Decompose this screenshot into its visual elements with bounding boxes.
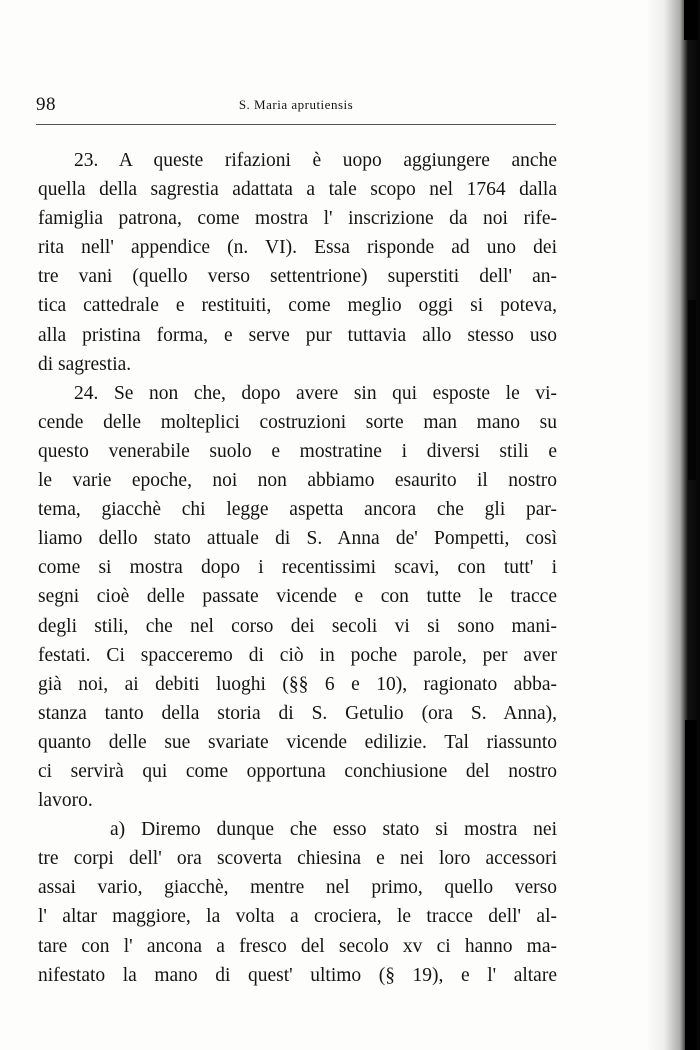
- paragraph-24-line: lavoro.: [38, 790, 93, 812]
- header-rule: [36, 124, 556, 125]
- paragraph-24-line: come si mostra dopo i recentissimi scavi, con tutt' i: [38, 557, 557, 579]
- scan-binding-edge: [646, 0, 700, 1050]
- paragraph-24-line: liamo dello stato attuale di S. Anna de' Pompetti, così: [38, 528, 557, 550]
- page-header: [36, 94, 556, 118]
- paragraph-24-line: le varie epoche, noi non abbiamo esaurito il nostro: [38, 470, 557, 492]
- paragraph-a-line: nifestato la mano di quest' ultimo (§ 19), e l' altare: [38, 964, 557, 986]
- paragraph-24-line: quanto delle sue svariate vicende edilizie. Tal riassunto: [38, 731, 557, 753]
- paragraph-24-line: cende delle molteplici costruzioni sorte man mano su: [38, 411, 557, 433]
- paragraph-a-line: a) Diremo dunque che esso stato si mostra nei: [110, 819, 557, 841]
- paragraph-24-line: ci servirà qui come opportuna conchiusione del nostro: [38, 760, 557, 782]
- scan-binding-streak: [684, 0, 698, 40]
- paragraph-23-line: rita nell' appendice (n. VI). Essa risponde ad uno dei: [38, 237, 557, 259]
- paragraph-23-line: di sagrestia.: [38, 353, 132, 375]
- paragraph-a-line: tre corpi dell' ora scoverta chiesina e nei loro accessori: [38, 848, 557, 870]
- paragraph-a-line: l' altar maggiore, la volta a crociera, le tracce dell' al-: [38, 906, 557, 928]
- paragraph-23-line: 23. A queste rifazioni è uopo aggiungere anche: [74, 150, 557, 171]
- paragraph-a-line: tare con l' ancona a fresco del secolo xv ci hanno ma-: [38, 935, 557, 957]
- paragraph-24-line: degli stili, che nel corso dei secoli vi si sono mani-: [38, 615, 557, 637]
- paragraph-23-line: alla pristina forma, e serve pur tuttavia allo stesso uso: [38, 324, 557, 346]
- paragraph-24-line: 24. Se non che, dopo avere sin qui esposte le vi-: [74, 382, 557, 404]
- body-text: [38, 146, 557, 990]
- paragraph-24-line: stanza tanto della storia di S. Getulio (ora S. Anna),: [38, 702, 557, 724]
- running-title: S. Maria aprutiensis: [238, 97, 354, 112]
- paragraph-24-line: segni cioè delle passate vicende e con tutte le tracce: [38, 586, 557, 608]
- paragraph-a-line: assai vario, giacchè, mentre nel primo, quello verso: [38, 877, 557, 899]
- paragraph-24-line: già noi, ai debiti luoghi (§§ 6 e 10), ragionato abba-: [38, 673, 557, 695]
- paragraph-24-line: festati. Ci spacceremo di ciò in poche parole, per aver: [38, 644, 557, 666]
- paragraph-24-line: questo venerabile suolo e mostratine i diversi stili e: [38, 440, 557, 462]
- paragraph-23-line: tica cattedrale e restituiti, come meglio oggi si poteva,: [38, 295, 557, 317]
- page-number: 98: [36, 94, 56, 115]
- paragraph-23-line: tre vani (quello verso settentrione) superstiti dell' an-: [38, 266, 557, 288]
- paragraph-24-line: tema, giacchè chi legge aspetta ancora che gli par-: [38, 499, 557, 521]
- scan-binding-streak: [685, 720, 697, 1050]
- paragraph-23-line: quella della sagrestia adattata a tale scopo nel 1764 dalla: [38, 179, 557, 201]
- paragraph-23-line: famiglia patrona, come mostra l' inscrizione da noi rife-: [38, 208, 557, 230]
- scan-binding-streak: [688, 300, 696, 480]
